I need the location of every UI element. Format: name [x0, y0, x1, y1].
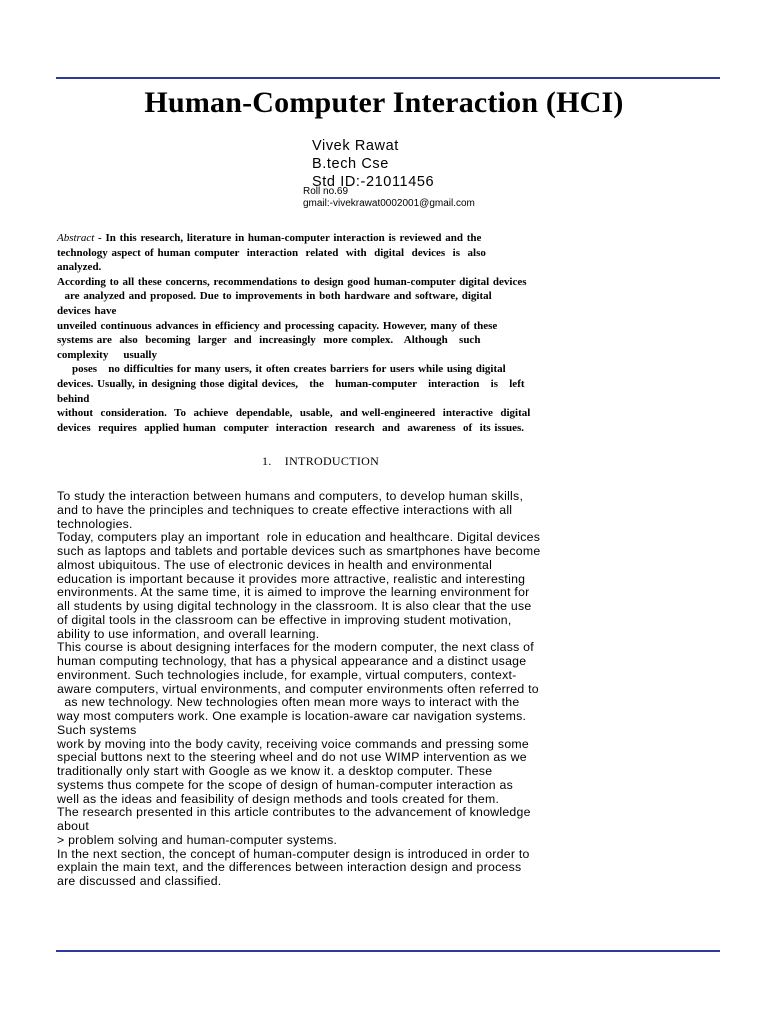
abstract-line: devices requires applied human computer interaction research and awareness of its issues.: [57, 421, 525, 434]
body-line: technologies.: [57, 516, 133, 531]
body-line: > problem solving and human-computer systems.: [57, 832, 338, 847]
body-line: systems thus compete for the scope of design of human-computer interaction as: [57, 777, 514, 792]
body-line: almost ubiquitous. The use of electronic devices in health and environmental: [57, 557, 493, 572]
abstract-line: [57, 231, 567, 246]
author-name: Vivek Rawat: [312, 138, 399, 154]
abstract-line: behind: [57, 392, 90, 405]
abstract: [57, 231, 567, 435]
author-block: [312, 137, 434, 191]
body-line: well as the ideas and feasibility of design methods and tools created for them.: [57, 791, 500, 806]
body-line: education is important because it provides more attractive, realistic and interesting: [57, 571, 526, 586]
body-line: Today, computers play an important role in education and healthcare. Digital devices: [57, 530, 541, 545]
abstract-line-text: - In this research, literature in human-computer interaction is reviewed and the: [94, 232, 482, 244]
bottom-rule: [56, 950, 720, 952]
top-rule: [56, 77, 720, 79]
author-program: B.tech Cse: [312, 156, 389, 172]
author-roll-no: Roll no.69: [303, 186, 349, 197]
body-line: of digital tools in the classroom can be effective in improving student motivation,: [57, 612, 512, 627]
abstract-line: without consideration. To achieve dependable, usable, and well-engineered interactive digital: [57, 407, 531, 420]
body-line: are discussed and classified.: [57, 874, 222, 888]
introduction-body: [57, 490, 617, 889]
body-line: ability to use information, and overall learning.: [57, 626, 320, 641]
body-line: The research presented in this article contributes to the advancement of knowledge: [57, 805, 531, 820]
body-line: work by moving into the body cavity, receiving voice commands and pressing some: [57, 736, 529, 751]
body-line: aware computers, virtual environments, and computer environments often referred to: [57, 681, 539, 696]
abstract-line: complexity usually: [57, 348, 157, 361]
body-line: about: [57, 819, 90, 833]
abstract-line: are analyzed and proposed. Due to improvements in both hardware and software, digital: [57, 290, 492, 303]
body-line: This course is about designing interfaces for the modern computer, the next class of: [57, 640, 534, 655]
abstract-line: unveiled continuous advances in efficiency and processing capacity. However, many of these: [57, 319, 498, 332]
abstract-line: systems are also becoming larger and increasingly more complex. Although such: [57, 334, 481, 347]
body-line: environment. Such technologies include, for example, virtual computers, context-: [57, 667, 517, 682]
body-line: way most computers work. One example is location-aware car navigation systems.: [57, 709, 527, 723]
abstract-line: analyzed.: [57, 261, 102, 274]
section-heading-introduction: 1. INTRODUCTION: [262, 454, 380, 468]
body-line: environments. At the same time, it is aimed to improve the learning environment for: [57, 585, 530, 600]
author-email: gmail:-vivekrawat0002001@gmail.com: [303, 198, 475, 209]
body-line: special buttons next to the steering wheel and do not use WIMP intervention as we: [57, 750, 527, 765]
abstract-line: poses no difficulties for many users, it often creates barriers for users while using digital: [57, 363, 506, 376]
body-line: as new technology. New technologies often mean more ways to interact with the: [57, 695, 520, 710]
body-line: and to have the principles and techniques to create effective interactions with all: [57, 502, 513, 517]
abstract-line: devices. Usually, in designing those digital devices, the human-computer interaction is left: [57, 377, 525, 390]
body-line: In the next section, the concept of human-computer design is introduced in order to: [57, 846, 530, 861]
abstract-line: According to all these concerns, recommendations to design good human-computer digital devices: [57, 275, 527, 288]
body-line: such as laptops and tablets and portable devices such as smartphones have become: [57, 544, 541, 558]
body-line: explain the main text, and the differences between interaction design and process: [57, 860, 522, 875]
abstract-line: technology aspect of human computer interaction related with digital devices is also: [57, 246, 486, 259]
body-line: Such systems: [57, 722, 137, 737]
paper-title: Human-Computer Interaction (HCI): [144, 86, 624, 119]
body-line: traditionally only start with Google as we know it. a desktop computer. These: [57, 764, 493, 778]
body-line: To study the interaction between humans and computers, to develop human skills,: [57, 489, 524, 503]
body-line: human computing technology, that has a physical appearance and a distinct usage: [57, 654, 527, 668]
abstract-line: devices have: [57, 304, 117, 317]
abstract-label: Abstract: [57, 232, 95, 244]
author-contact: [303, 186, 475, 210]
body-line: all students by using digital technology in the classroom. It is also clear that the use: [57, 599, 532, 613]
author-student-id: Std ID:-21011456: [312, 174, 435, 190]
